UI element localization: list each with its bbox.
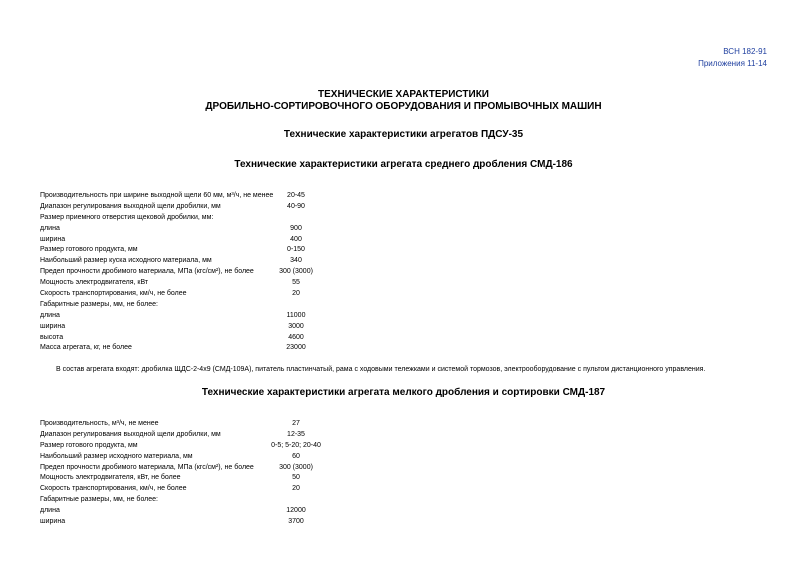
spec-label: Масса агрегата, кг, не более bbox=[40, 344, 132, 352]
unit-187-spec-table bbox=[40, 420, 460, 529]
spec-label: Производительность, м³/ч, не менее bbox=[40, 420, 159, 427]
spec-row bbox=[40, 236, 460, 247]
spec-row bbox=[40, 464, 460, 475]
spec-value: 40-90 bbox=[287, 202, 305, 210]
spec-row bbox=[40, 485, 460, 496]
title-line-2: ДРОБИЛЬНО-СОРТИРОВОЧНОГО ОБОРУДОВАНИЯ И ПРОМЫВОЧНЫХ МАШИН bbox=[205, 101, 602, 112]
spec-value: 20 bbox=[292, 290, 300, 298]
spec-value: 400 bbox=[290, 235, 302, 243]
unit-186-title: Технические характеристики агрегата среднего дробления СМД-186 bbox=[234, 159, 573, 170]
spec-value: 50 bbox=[292, 474, 300, 482]
spec-value: 60 bbox=[292, 452, 300, 460]
title-line-1: ТЕХНИЧЕСКИЕ ХАРАКТЕРИСТИКИ bbox=[318, 89, 489, 100]
spec-label: длина bbox=[40, 311, 60, 319]
spec-row bbox=[40, 334, 460, 345]
page-title bbox=[0, 89, 807, 113]
spec-row bbox=[40, 431, 460, 442]
spec-value: 3700 bbox=[288, 518, 304, 526]
spec-value: 340 bbox=[290, 257, 302, 265]
spec-row bbox=[40, 246, 460, 257]
spec-label: Скорость транспортирования, км/ч, не более bbox=[40, 485, 187, 493]
unit-186-composition-note: В состав агрегата входят: дробилка ЩДС-2-4х9 (СМД-109А), питатель пластинчатый, рама с ходовыми тележками и системой тормозов, электрооборудование с пультом дистанционного управления. bbox=[56, 366, 706, 373]
spec-label: Размер готового продукта, мм bbox=[40, 246, 138, 254]
spec-value: 12-35 bbox=[287, 430, 305, 438]
unit-187-title: Технические характеристики агрегата мелкого дробления и сортировки СМД-187 bbox=[201, 387, 606, 398]
spec-label: Диапазон регулирования выходной щели дробилки, мм bbox=[40, 202, 221, 210]
spec-row bbox=[40, 279, 460, 290]
spec-label: Скорость транспортирования, км/ч, не более bbox=[40, 290, 187, 298]
spec-row bbox=[40, 420, 460, 431]
spec-label: Наибольший размер куска исходного материала, мм bbox=[40, 257, 212, 265]
spec-row bbox=[40, 442, 460, 453]
section-title: Технические характеристики агрегатов ПДСУ-35 bbox=[283, 129, 524, 140]
spec-label: Производительность при ширине выходной щели 60 мм, м³/ч, не менее bbox=[40, 192, 274, 199]
spec-label: длина bbox=[40, 224, 60, 232]
spec-label: высота bbox=[40, 333, 64, 341]
spec-value: 900 bbox=[290, 224, 302, 232]
spec-row bbox=[40, 507, 460, 518]
spec-value: 27 bbox=[292, 420, 300, 427]
spec-label: Мощность электродвигателя, кВт bbox=[40, 279, 149, 287]
spec-value: 300 (3000) bbox=[279, 268, 313, 276]
spec-label: Размер приемного отверстия щековой дробилки, мм: bbox=[40, 213, 214, 221]
spec-row bbox=[40, 453, 460, 464]
spec-row bbox=[40, 301, 460, 312]
spec-label: Диапазон регулирования выходной щели дробилки, мм bbox=[40, 430, 221, 438]
spec-value: 0-5; 5-20; 20-40 bbox=[271, 441, 321, 449]
document-header bbox=[698, 46, 767, 70]
doc-code: ВСН 182-91 bbox=[723, 47, 767, 56]
spec-label: ширина bbox=[40, 518, 66, 526]
spec-row bbox=[40, 225, 460, 236]
spec-value: 4600 bbox=[288, 333, 304, 341]
spec-value: 20-45 bbox=[287, 192, 305, 199]
spec-value: 0-150 bbox=[287, 246, 305, 254]
spec-value: 20 bbox=[292, 485, 300, 493]
spec-label: Габаритные размеры, мм, не более: bbox=[40, 496, 158, 504]
spec-label: ширина bbox=[40, 235, 66, 243]
spec-row bbox=[40, 257, 460, 268]
spec-label: Предел прочности дробимого материала, МПа (кгс/см²), не более bbox=[40, 268, 254, 276]
spec-label: Предел прочности дробимого материала, МПа (кгс/см²), не более bbox=[40, 463, 254, 471]
spec-row bbox=[40, 290, 460, 301]
spec-value: 3000 bbox=[288, 322, 304, 330]
spec-label: Наибольший размер исходного материала, мм bbox=[40, 452, 193, 460]
spec-value: 55 bbox=[292, 279, 300, 287]
spec-row bbox=[40, 344, 460, 355]
spec-value: 23000 bbox=[286, 344, 306, 352]
spec-label: Мощность электродвигателя, кВт, не более bbox=[40, 474, 181, 482]
spec-label: Размер готового продукта, мм bbox=[40, 441, 138, 449]
spec-label: Габаритные размеры, мм, не более: bbox=[40, 300, 158, 308]
spec-row bbox=[40, 312, 460, 323]
spec-value: 300 (3000) bbox=[279, 463, 313, 471]
spec-row bbox=[40, 192, 460, 203]
spec-label: длина bbox=[40, 507, 60, 515]
spec-value: 12000 bbox=[286, 507, 306, 515]
spec-row bbox=[40, 203, 460, 214]
spec-row bbox=[40, 268, 460, 279]
spec-row bbox=[40, 474, 460, 485]
unit-186-spec-table bbox=[40, 192, 460, 355]
spec-row bbox=[40, 214, 460, 225]
spec-row bbox=[40, 496, 460, 507]
spec-row bbox=[40, 323, 460, 334]
appendix-label: Приложения 11-14 bbox=[698, 59, 767, 68]
spec-label: ширина bbox=[40, 322, 66, 330]
spec-value: 11000 bbox=[286, 311, 306, 319]
spec-row bbox=[40, 518, 460, 529]
